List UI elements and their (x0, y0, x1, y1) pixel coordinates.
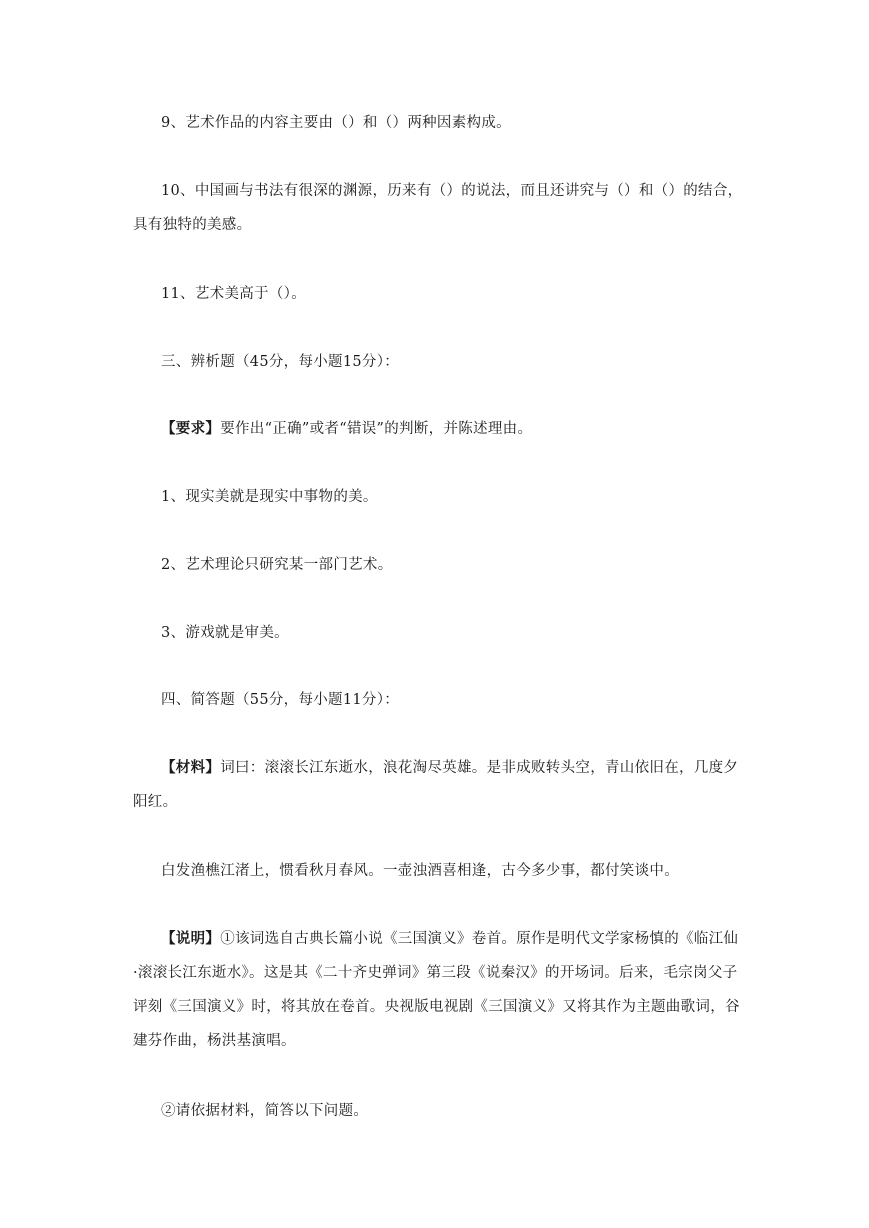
note-label: 【说明】 (161, 930, 221, 947)
question-9 (133, 106, 743, 140)
analysis-item-2 (133, 548, 743, 582)
material-label: 【材料】 (161, 759, 221, 776)
material-paragraph (133, 751, 743, 819)
note-text: ①该词选自古典长篇小说《三国演义》卷首。原作是明代文学家杨慎的《临江仙·滚滚长江东逝水》。这是其《二十齐史弹词》第三段《说秦汉》的开场词。后来，毛宗岗父子评刻《三国演义》时，将其放在卷首。央视版电视剧《三国演义》又将其作为主题曲歌词，谷建芬作曲，杨洪基演唱。 (133, 931, 740, 1049)
material-paragraph-2 (133, 854, 743, 888)
material-text: 词曰：滚滚长江东逝水，浪花淘尽英雄。是非成败转头空，青山依旧在，几度夕阳红。 (133, 760, 739, 810)
question-10-text: 10、中国画与书法有很深的渊源，历来有（）的说法，而且还讲究与（）和（）的结合，具有独特的美感。 (133, 183, 743, 233)
question-9-text: 9、艺术作品的内容主要由（）和（）两种因素构成。 (161, 115, 511, 131)
material-text-2: 白发渔樵江渚上，惯看秋月春风。一壶浊酒喜相逢，古今多少事，都付笑谈中。 (161, 863, 679, 879)
question-11-text: 11、艺术美高于（）。 (161, 286, 306, 302)
requirement-paragraph (133, 412, 743, 446)
analysis-item-3-text: 3、游戏就是审美。 (161, 625, 289, 641)
ask-text: ②请依据材料，简答以下问题。 (161, 1103, 369, 1119)
question-10 (133, 174, 743, 242)
section-4-heading (133, 683, 743, 717)
analysis-item-1 (133, 480, 743, 514)
analysis-item-2-text: 2、艺术理论只研究某一部门艺术。 (161, 557, 393, 573)
requirement-text: 要作出“正确”或者“错误”的判断，并陈述理由。 (220, 421, 533, 437)
section-3-heading-text: 三、辨析题（45分，每小题15分）： (161, 354, 400, 370)
analysis-item-1-text: 1、现实美就是现实中事物的美。 (161, 489, 378, 505)
section-4-heading-text: 四、简答题（55分，每小题11分）： (161, 692, 400, 708)
analysis-item-3 (133, 616, 743, 650)
ask-paragraph (133, 1094, 743, 1128)
section-3-heading (133, 345, 743, 379)
question-11 (133, 277, 743, 311)
requirement-label: 【要求】 (161, 420, 221, 437)
note-paragraph (133, 922, 743, 1058)
